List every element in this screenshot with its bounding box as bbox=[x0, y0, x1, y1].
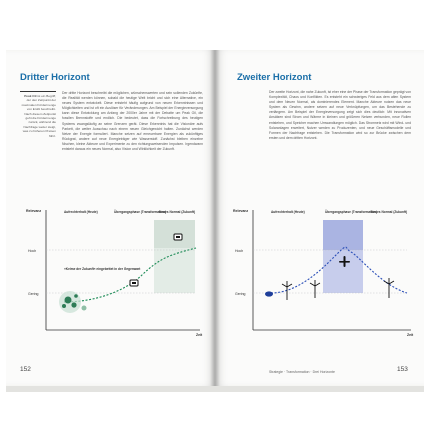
col3-label: Neues Normal (Zukunft) bbox=[159, 210, 196, 214]
right-horizon-chart bbox=[231, 190, 419, 340]
x-axis-title: Zeit bbox=[196, 333, 203, 337]
right-paragraph: Der zweite Horizont, die nahe Zukunft, ist eher eine der Phase der Transformation geprägt von Komplexität, Chaos und Konflikten. Es entsteht ein schwieriges Feld aus dem alten System und dem Neuen Normal, als dominierendes Element. Manche Akteure nutzen das neue System als Gewinn, andere setzen auf neue Verknüpfungen, um das Bestehende zu verlängern. Am Beispiel der Energieversorgung zeigt sich dies deutlich: Mit innovativen Ansätzen sind Strom und Wärme in kleinen und größeren Netzen verbunden, neue Rollen entstehen, und Speicher machen Umwandlungen möglich. Das Stromnetz wird mit Wind- und Solaranlagen erweitert, Nutzer werden zu Produzenten, und neue Geschäftsmodelle und Formen der Nachfrage entstehen. Die Transformation wird so zur Brücke zwischen dem ersten und dem dritten Horizont. bbox=[269, 90, 411, 140]
left-page-number: 152 bbox=[20, 366, 31, 373]
col2-label: Übergangsphase (Transformation) bbox=[114, 210, 167, 214]
y-high-label: Hoch bbox=[28, 249, 37, 253]
col3-label: Neues Normal (Zukunft) bbox=[371, 210, 408, 214]
seed-dot bbox=[71, 302, 76, 307]
page-edges bbox=[6, 386, 424, 392]
y-axis-title: Relevanz bbox=[26, 209, 42, 213]
running-footer: Strategie · Transformation · Drei Horizonte bbox=[269, 370, 335, 374]
y-low-label: Gering bbox=[235, 292, 246, 296]
wind-turbine-icon bbox=[282, 281, 292, 300]
transition-zone bbox=[323, 220, 363, 250]
left-page-title: Dritter Horizont bbox=[20, 72, 90, 83]
right-page-number: 153 bbox=[397, 366, 408, 373]
left-horizon-chart bbox=[24, 190, 206, 340]
y-high-label: Hoch bbox=[235, 249, 244, 253]
future-marker-icon bbox=[174, 234, 182, 240]
sidebar-note bbox=[20, 94, 56, 138]
col1-label: Aufrechterhalt (Heute) bbox=[271, 210, 305, 214]
open-book bbox=[6, 50, 424, 386]
book-gutter bbox=[210, 50, 220, 386]
origin-marker bbox=[265, 291, 273, 296]
transition-marker-icon bbox=[130, 280, 138, 286]
sidebar-text: ist ein Begriff, der den Zeitpunkt der maximalen Fördermenge von Erdöl beschreibt. Nach diesem Zeitpunkt geht die Fördermenge zurück, während die Nachfrage weiter steigt, was zu höheren Preisen führt. bbox=[21, 94, 56, 138]
left-page bbox=[6, 50, 215, 386]
seed-dot bbox=[74, 294, 78, 298]
seed-dot bbox=[65, 297, 72, 304]
seed-dot bbox=[62, 304, 66, 308]
left-paragraph: Der dritte Horizont beschreibt die möglichen, wünschenswerten und sein sollenden Zukünfte, die Realität werden können, sobald die heutige Welt bricht und sich eine Alternative, ein neues System entwickelt. Diese entsteht häufig aufgrund von neuen Erkenntnissen und Möglichkeiten und ist oft ein Auslöser für Veränderungen. Am Beispiel der Energieversorgung kann diese Entwicklung am Anfang der 2000er Jahre mit der Debatte um Peak Oil, die fossilen Brennstoffe und endlich. Die bedeutet, dass die Fortschreibung des heutigen Systems zwangsläufig an seine Grenzen gerät. Diese Erkenntnis hat die Visionäre aufs Parkett, die weiter Ausschau nach einem neuen Gleichgewicht halten. Zunächst werden Netze der Energie formuliert. Manche setzen auf erneuerbare Energien als zukünftiges Rückgrat, andere auf neue Energieträger wie Wasserstoff. Zunächst bleiben einzelne Nischen, kleine Akteure und Experimente zu den richtungsweisenden Impulsen. Irgendwann entsteht daraus ein neues Normal, also Vision und Wirklichkeit der Zukunft. bbox=[62, 91, 203, 152]
y-axis-title: Relevanz bbox=[233, 209, 249, 213]
sidebar-term: Peak Oil bbox=[24, 94, 37, 98]
wind-turbine-icon bbox=[384, 278, 394, 298]
sidebar-rule bbox=[20, 91, 56, 92]
seeds-callout: »Keime der Zukunft« eingebettet in der Gegenwart bbox=[64, 267, 141, 271]
seed-dot bbox=[82, 306, 87, 311]
col2-label: Übergangsphase (Transformation) bbox=[325, 210, 378, 214]
wind-turbine-icon bbox=[310, 280, 320, 298]
y-low-label: Gering bbox=[28, 292, 39, 296]
x-axis-title: Zeit bbox=[407, 333, 414, 337]
right-page-title: Zweiter Horizont bbox=[237, 72, 312, 83]
right-page bbox=[215, 50, 424, 386]
col1-label: Aufrechterhalt (Heute) bbox=[64, 210, 98, 214]
